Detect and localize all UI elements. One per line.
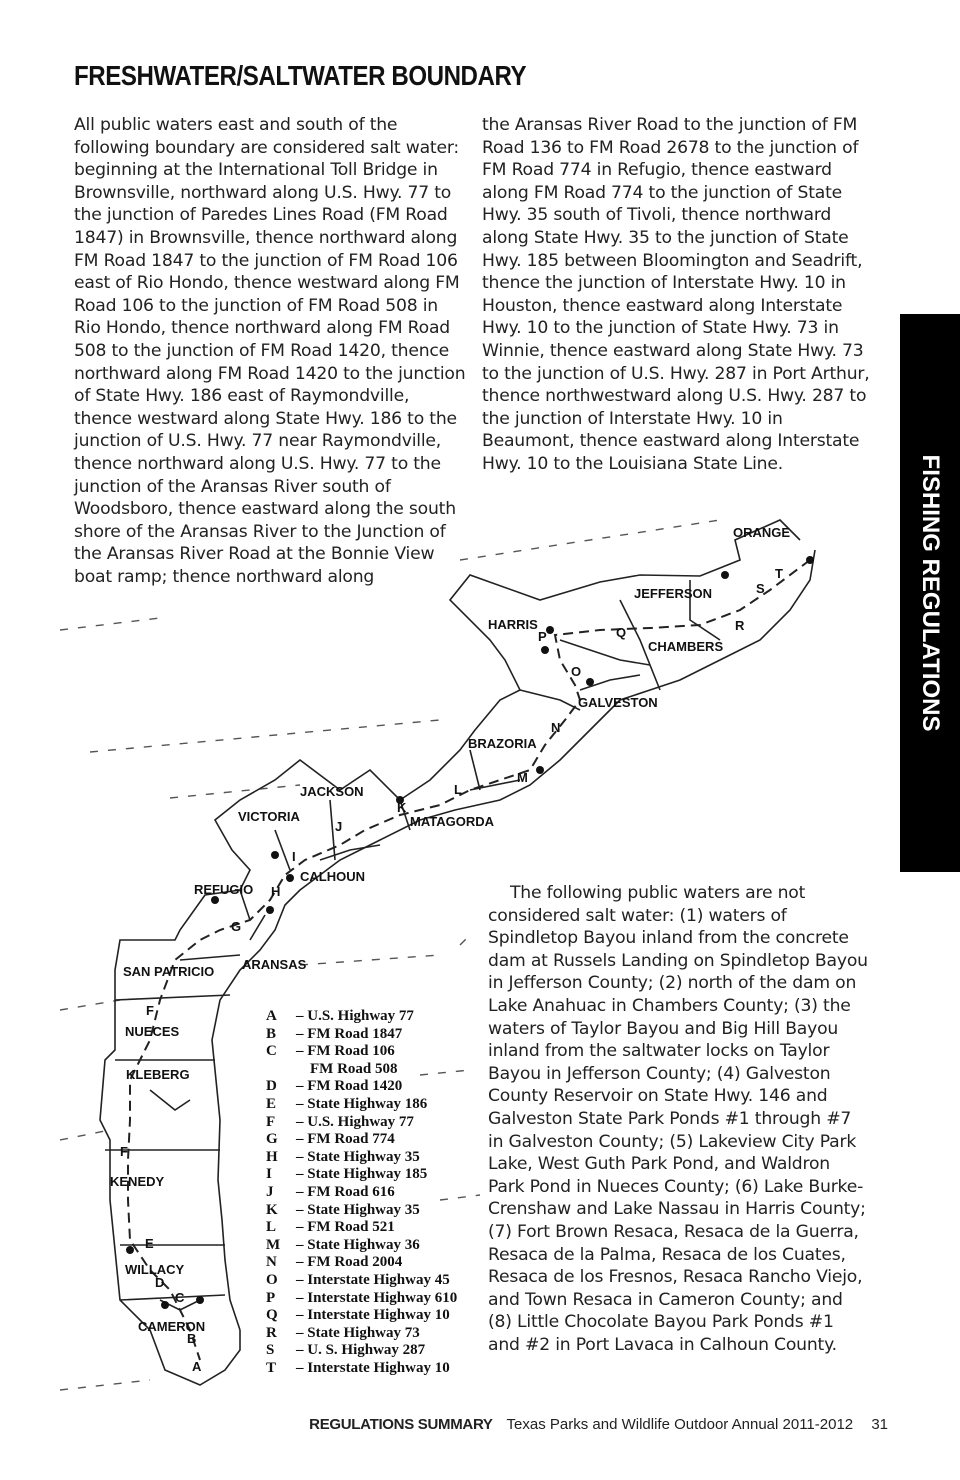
legend-label: – State Highway 73: [296, 1324, 420, 1341]
legend-row: [266, 1254, 457, 1272]
county-label-kleberg: KLEBERG: [126, 1067, 190, 1082]
legend-key: B: [266, 1025, 277, 1042]
county-label-san-patricio: SAN PATRICIO: [123, 964, 215, 979]
legend-row: [266, 1307, 457, 1325]
legend-row: [266, 1149, 457, 1167]
legend-key: S: [266, 1342, 275, 1359]
legend-row: [266, 1026, 457, 1044]
legend-row: [266, 1043, 457, 1061]
county-label-kenedy: KENEDY: [110, 1174, 165, 1189]
route-legend: [266, 1008, 457, 1377]
county-label-aransas: ARANSAS: [242, 957, 307, 972]
county-label-refugio: REFUGIO: [194, 882, 254, 897]
legend-key: M: [266, 1236, 281, 1253]
boundary-text-right: the Aransas River Road to the junction of FM Road 136 to FM Road 2678 to the junction of FM Road 774 in Refugio, thence eastward along FM Road 774 to the junction of State Hwy. 35 south of Tivoli, thence northward along State Hwy. 35 to the junction of State Hwy. 185 between Bloomington and Seadrift, thence the junction of Interstate Hwy. 10 in Houston, thence eastward along Interstate Hwy. 10 to the junction of State Hwy. 73 in Winnie, thence eastward along State Hwy. 73 to the junction of U.S. Hwy. 287 in Port Arthur, thence northwestward along U.S. Hwy. 287 to the junction of Interstate Hwy. 10 in Beaumont, thence eastward along Interstate Hwy. 10 to the Louisiana State Line.: [482, 115, 870, 474]
county-label-nueces: NUECES: [125, 1024, 180, 1039]
legend-key: [266, 1061, 296, 1079]
boundary-text-left: All public waters east and south of the following boundary are considered salt water: beginning at the International Toll Bridge in Brownsville, northward along U.S. Hwy. 77 to the junction of Paredes Lines Road (FM Road 1847) in Brownsville, thence northward along FM Road 1847 to the junction of FM Road 106 east of Rio Hondo, thence westward along FM Road 106 to the junction of FM Road 508 in Rio Hondo, thence northward along FM Road 508 to the junction of FM Road 1420, thence northward along FM Road 1420 to the junction of State Hwy. 186 east of Raymondville, thence westward along State Hwy. 186 to the junction of U.S. Hwy. 77 near Raymondville, thence northward along U.S. Hwy. 77 to the junction of the Aransas River south of Woodsboro, thence eastward along the south shore of the Aransas River to the Junction of the Aransas River Road at the Bonnie View boat ramp; thence northward along: [74, 115, 466, 587]
legend-row: [266, 1114, 457, 1132]
route-letter-m: M: [517, 770, 528, 785]
page-footer: [309, 1416, 888, 1433]
county-label-jefferson: JEFFERSON: [634, 586, 713, 601]
route-letter-j: J: [335, 819, 343, 834]
route-letter-f-north: F: [146, 1003, 154, 1018]
legend-label: FM Road 508: [310, 1060, 398, 1077]
route-letter-i: I: [292, 849, 296, 864]
footer-section: REGULATIONS SUMMARY: [309, 1416, 493, 1433]
county-label-calhoun: CALHOUN: [300, 869, 365, 884]
legend-key: P: [266, 1289, 276, 1306]
legend-key: J: [266, 1183, 274, 1200]
legend-label: – Interstate Highway 610: [296, 1289, 458, 1306]
section-side-tab: [900, 314, 960, 872]
legend-label: – Interstate Highway 45: [296, 1271, 450, 1288]
route-letter-a: A: [192, 1359, 202, 1374]
page-title: FRESHWATER/SALTWATER BOUNDARY: [74, 60, 527, 91]
legend-key: C: [266, 1043, 277, 1060]
page-number: 31: [871, 1416, 888, 1433]
legend-row: [266, 1272, 457, 1290]
route-letter-d: D: [155, 1275, 165, 1290]
county-label-orange: ORANGE: [733, 525, 791, 540]
footer-publication: Texas Parks and Wildlife Outdoor Annual 2011-2012: [506, 1416, 854, 1433]
route-letter-l: L: [454, 782, 462, 797]
legend-row: [266, 1325, 457, 1343]
legend-key: N: [266, 1254, 277, 1271]
legend-key: L: [266, 1219, 277, 1236]
route-letter-k: K: [397, 800, 407, 815]
route-letter-h: H: [271, 884, 281, 899]
legend-label: – U.S. Highway 77: [296, 1008, 414, 1024]
county-label-matagorda: MATAGORDA: [410, 814, 495, 829]
legend-row: [266, 1290, 457, 1308]
route-letter-c: C: [175, 1290, 185, 1305]
legend-label: – State Highway 186: [296, 1095, 428, 1112]
legend-key: E: [266, 1095, 277, 1112]
county-label-galveston: GALVESTON: [578, 695, 658, 710]
legend-key: H: [266, 1148, 278, 1165]
route-letter-q: Q: [616, 625, 627, 640]
legend-label: – State Highway 35: [296, 1148, 420, 1165]
legend-key: Q: [266, 1307, 278, 1324]
legend-row: [266, 1202, 457, 1220]
legend-label: – FM Road 2004: [296, 1254, 403, 1271]
legend-row: [266, 1131, 457, 1149]
county-label-brazoria: BRAZORIA: [468, 736, 537, 751]
exceptions-text-block: [488, 882, 868, 1356]
legend-row: [266, 1096, 457, 1114]
legend-row: [266, 1237, 457, 1255]
legend-key: F: [266, 1113, 276, 1130]
county-label-harris: HARRIS: [488, 617, 538, 632]
route-letter-o: O: [571, 664, 582, 679]
legend-row: [266, 1008, 457, 1026]
route-letter-f-south: F: [120, 1144, 128, 1159]
legend-row: [266, 1219, 457, 1237]
legend-label: – U. S. Highway 287: [296, 1342, 426, 1359]
route-letter-g: G: [231, 919, 242, 934]
route-letter-r: R: [735, 618, 745, 633]
county-label-willacy: WILLACY: [125, 1262, 185, 1277]
legend-label: – FM Road 1847: [296, 1025, 403, 1042]
route-letter-s: S: [756, 581, 765, 596]
legend-row: [266, 1342, 457, 1360]
legend-label: – State Highway 185: [296, 1166, 428, 1183]
legend-row: [266, 1166, 457, 1184]
legend-key: T: [266, 1359, 277, 1376]
legend-key: O: [266, 1271, 278, 1288]
legend-label: – FM Road 774: [296, 1131, 395, 1148]
legend-row: [266, 1360, 457, 1378]
legend-row: [266, 1184, 457, 1202]
legend-row: [266, 1078, 457, 1096]
legend-label: – Interstate Highway 10: [296, 1307, 450, 1324]
route-letter-t: T: [775, 566, 783, 581]
legend-label: – State Highway 35: [296, 1201, 420, 1218]
county-label-victoria: VICTORIA: [238, 809, 300, 824]
route-letter-e: E: [145, 1236, 154, 1251]
legend-key: G: [266, 1131, 278, 1148]
legend-label: – State Highway 36: [296, 1236, 420, 1253]
legend-key: A: [266, 1008, 277, 1024]
legend-label: – FM Road 521: [296, 1219, 395, 1236]
route-letter-b: B: [187, 1331, 197, 1346]
county-label-cameron: CAMERON: [138, 1319, 206, 1334]
legend-row: [266, 1061, 457, 1079]
county-label-chambers: CHAMBERS: [648, 639, 724, 654]
legend-key: R: [266, 1324, 277, 1341]
route-letter-n: N: [551, 720, 561, 735]
legend-label: – FM Road 616: [296, 1183, 395, 1200]
legend-key: I: [266, 1166, 272, 1183]
legend-key: K: [266, 1201, 278, 1218]
exceptions-paragraph: The following public waters are not considered salt water: (1) waters of Spindletop Bayou inland from the concrete dam at Russels Landing on Spindletop Bayou in Jefferson County; (2) north of the dam on Lake Anahuac in Chambers County; (3) the waters of Taylor Bayou and Big Hill Bayou inland from the saltwater locks on Taylor Bayou in Jefferson County; (4) Galveston County Reservoir on State Hwy. 146 and Galveston State Park Ponds #1 through #7 in Galveston County; (5) Lakeview City Park Lake, West Guth Park Pond, and Waldron Park Pond in Nueces County; (6) Lake Burke-Crenshaw and Lake Nassau in Harris County; (7) Fort Brown Resaca, Resaca de la Guerra, Resaca de la Palma, Resaca de los Cuates, Resaca de los Fresnos, Resaca Rancho Viejo, and Town Resaca in Cameron County; and (8) Little Chocolate Bayou Park Ponds #1 and #2 in Port Lavaca in Calhoun County.: [488, 883, 868, 1355]
route-letter-p: P: [538, 629, 547, 644]
legend-label: – FM Road 106: [296, 1043, 395, 1060]
legend-label: – FM Road 1420: [296, 1078, 403, 1095]
county-label-jackson: JACKSON: [300, 784, 364, 799]
legend-label: – U.S. Highway 77: [296, 1113, 414, 1130]
side-tab-label: FISHING REGULATIONS: [917, 454, 944, 732]
legend-key: D: [266, 1078, 277, 1095]
legend-label: – Interstate Highway 10: [296, 1359, 450, 1376]
